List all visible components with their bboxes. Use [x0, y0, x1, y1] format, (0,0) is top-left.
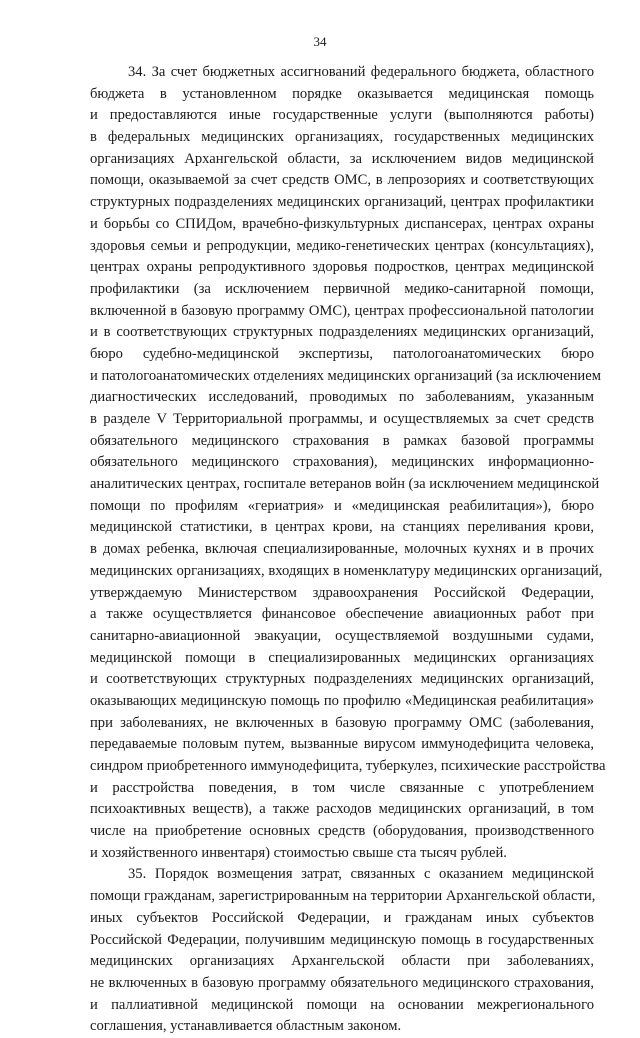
text-line: центрах охраны репродуктивного здоровья подростков, центрах медицинской: [90, 259, 594, 276]
text-line: помощи гражданам, зарегистрированным на территории Архангельской области,: [90, 888, 596, 905]
text-line: передаваемые половым путем, вызванные вирусом иммунодефицита человека,: [90, 736, 594, 753]
text-line: и расстройства поведения, в том числе связанные с употреблением: [90, 779, 594, 796]
text-line: не включенных в базовую программу обязательного медицинского страхования,: [90, 974, 594, 991]
text-line: медицинских организациях, входящих в номенклатуру медицинских организаций,: [90, 562, 603, 579]
text-line: и патологоанатомических отделениях медицинских организаций (за исключением: [90, 367, 601, 384]
text-line: включенной в базовую программу ОМС), центрах профессиональной патологии: [90, 302, 594, 319]
text-line: обязательного медицинского страхования), медицинских информационно-: [90, 454, 594, 471]
paragraph-34: [90, 62, 606, 864]
text-line: санитарно-авиационной эвакуации, осуществляемой воздушными судами,: [90, 627, 594, 644]
text-line: помощи по профилям «гериатрия» и «медицинская реабилитация»), бюро: [90, 497, 594, 514]
text-line: медицинской помощи в специализированных медицинских организациях: [90, 649, 594, 666]
text-line: Российской Федерации, получившим медицинскую помощь в государственных: [90, 931, 594, 948]
text-line: в разделе V Территориальной программы, и осуществляемых за счет средств: [90, 411, 594, 427]
text-line: 34. За счет бюджетных ассигнований федерального бюджета, областного: [128, 64, 594, 80]
text-line: при заболеваниях, не включенных в базовую программу ОМС (заболевания,: [90, 714, 594, 731]
text-line: и в соответствующих структурных подразделениях медицинских организаций,: [90, 324, 594, 341]
text-line: профилактики (за исключением первичной медико-санитарной помощи,: [90, 280, 594, 297]
text-line: и борьбы со СПИДом, врачебно-физкультурных диспансерах, центрах охраны: [90, 215, 594, 232]
text-line: числе на приобретение основных средств (оборудования, производственного: [90, 823, 594, 840]
text-line: оказывающих медицинскую помощь по профилю «Медицинская реабилитация»: [90, 692, 594, 709]
text-line: в федеральных медицинских организациях, государственных медицинских: [90, 129, 594, 146]
paragraph-35: [90, 864, 594, 1038]
text-line: а также осуществляется финансовое обеспечение авиационных работ при: [90, 606, 594, 623]
text-line: бюджета в установленном порядке оказывается медицинская помощь: [90, 85, 594, 102]
text-line: и соответствующих структурных подразделениях медицинских организаций,: [90, 671, 594, 688]
text-line: психоактивных веществ), а также расходов медицинских организаций, в том: [90, 801, 594, 818]
text-line: 35. Порядок возмещения затрат, связанных с оказанием медицинской: [128, 866, 594, 883]
text-line: медицинских организациях Архангельской области при заболеваниях,: [90, 953, 594, 970]
text-line: помощи, оказываемой за счет средств ОМС, в лепрозориях и соответствующих: [90, 172, 594, 189]
text-line: утверждаемую Министерством здравоохранения Российской Федерации,: [90, 584, 594, 601]
text-line: структурных подразделениях медицинских организаций, центрах профилактики: [90, 194, 594, 211]
text-line: бюро судебно-медицинской экспертизы, патологоанатомических бюро: [90, 345, 594, 362]
text-line: организациях Архангельской области, за исключением видов медицинской: [90, 150, 594, 167]
text-line: аналитических центрах, госпитале ветеранов войн (за исключением медицинской: [90, 476, 600, 493]
page-number: 34: [313, 34, 327, 49]
text-line: иных субъектов Российской Федерации, и гражданам иных субъектов: [90, 909, 594, 926]
text-line: и хозяйственного инвентаря) стоимостью свыше ста тысяч рублей.: [90, 844, 507, 861]
text-line: медицинской статистики, в центрах крови, на станциях переливания крови,: [90, 519, 594, 536]
text-line: соглашения, устанавливается областным законом.: [90, 1018, 402, 1035]
text-line: диагностических исследований, проводимых по заболеваниям, указанным: [90, 389, 594, 406]
text-line: обязательного медицинского страхования в рамках базовой программы: [90, 432, 594, 449]
text-line: и предоставляются иные государственные услуги (выполняются работы): [90, 107, 594, 124]
text-line: синдром приобретенного иммунодефицита, туберкулез, психические расстройства: [90, 758, 606, 774]
text-line: в домах ребенка, включая специализированные, молочных кухнях и в прочих: [90, 541, 594, 558]
text-line: и паллиативной медицинской помощи на основании межрегионального: [90, 996, 594, 1013]
document-body: [90, 62, 606, 1038]
text-line: здоровья семьи и репродукции, медико-генетических центрах (консультациях),: [90, 237, 594, 254]
